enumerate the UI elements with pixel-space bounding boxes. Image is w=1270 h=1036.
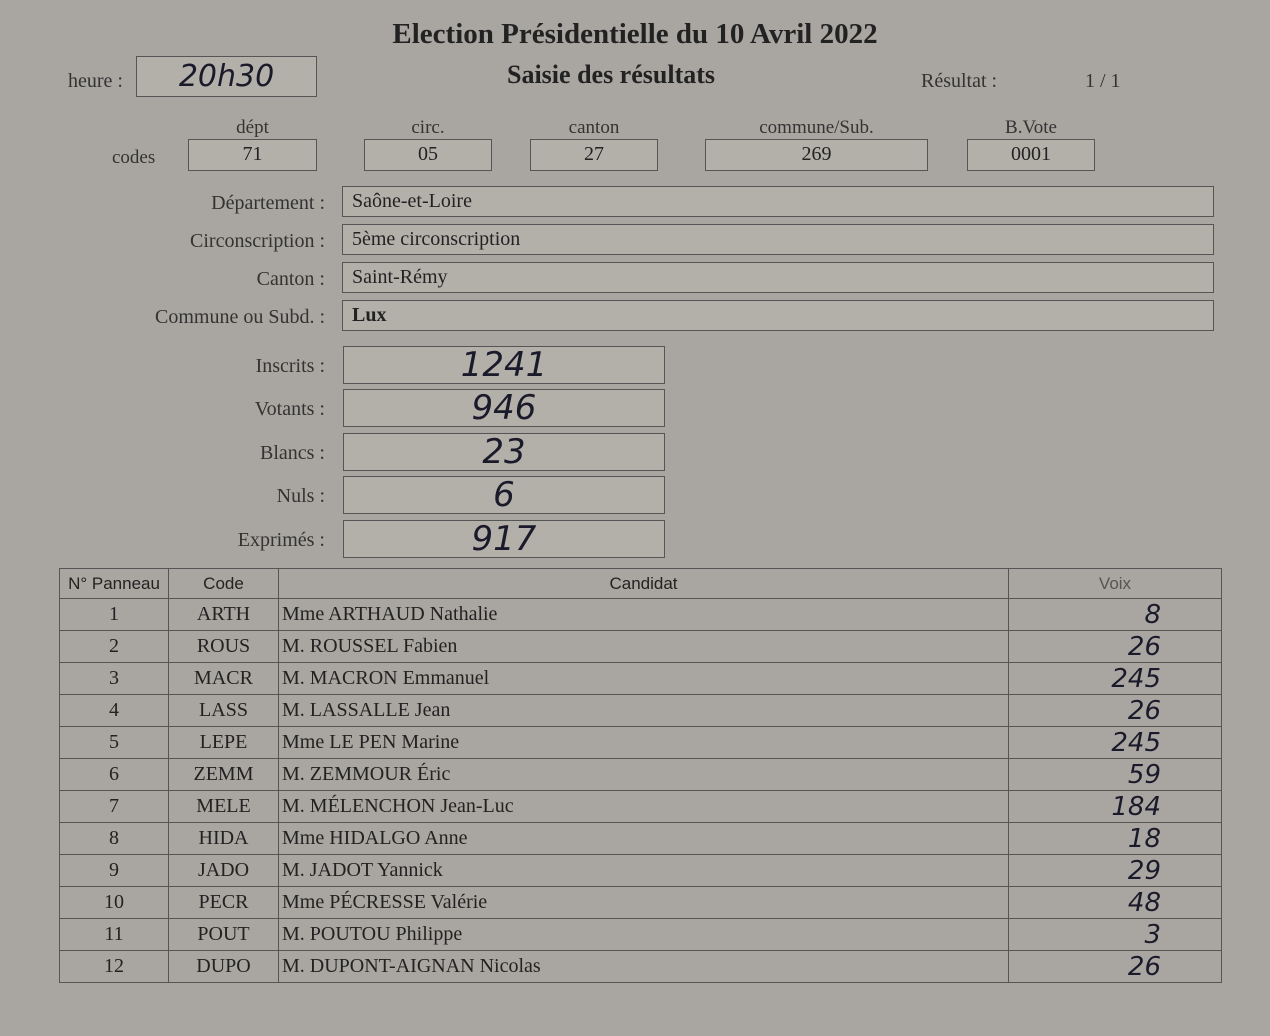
votes-field[interactable]: 18: [1009, 823, 1222, 855]
table-row: [60, 887, 1222, 919]
table-row: [60, 855, 1222, 887]
candidate-code: MELE: [169, 791, 279, 823]
circonscription-field[interactable]: 5ème circonscription: [342, 224, 1214, 255]
table-row: [60, 919, 1222, 951]
blancs-label: Blancs :: [260, 442, 325, 464]
table-row: [60, 791, 1222, 823]
table-row: [60, 631, 1222, 663]
panneau-number: 5: [60, 727, 169, 759]
panneau-number: 2: [60, 631, 169, 663]
departement-label: Département :: [211, 192, 325, 214]
circ-code-header: circ.: [411, 117, 445, 138]
candidate-name: M. DUPONT-AIGNAN Nicolas: [279, 951, 1009, 983]
heure-field[interactable]: 20h30: [136, 56, 317, 97]
votes-field[interactable]: 245: [1009, 727, 1222, 759]
inscrits-label: Inscrits :: [255, 355, 325, 377]
candidate-code: LASS: [169, 695, 279, 727]
votes-field[interactable]: 26: [1009, 951, 1222, 983]
panneau-column-header: N° Panneau: [60, 569, 169, 599]
candidate-code: MACR: [169, 663, 279, 695]
commune-code-header: commune/Sub.: [759, 117, 874, 138]
table-row: [60, 663, 1222, 695]
nuls-label: Nuls :: [276, 485, 325, 507]
votes-field[interactable]: 245: [1009, 663, 1222, 695]
votes-field[interactable]: 48: [1009, 887, 1222, 919]
candidate-name: M. ROUSSEL Fabien: [279, 631, 1009, 663]
canton-code-header: canton: [568, 117, 620, 138]
votes-field[interactable]: 29: [1009, 855, 1222, 887]
table-row: [60, 695, 1222, 727]
results-table: [59, 568, 1222, 983]
panneau-number: 3: [60, 663, 169, 695]
candidate-name: Mme PÉCRESSE Valérie: [279, 887, 1009, 919]
candidate-code: DUPO: [169, 951, 279, 983]
canton-field[interactable]: Saint-Rémy: [342, 262, 1214, 293]
panneau-number: 7: [60, 791, 169, 823]
votes-field[interactable]: 26: [1009, 631, 1222, 663]
departement-field[interactable]: Saône-et-Loire: [342, 186, 1214, 217]
table-header-row: [60, 569, 1222, 599]
candidate-code: LEPE: [169, 727, 279, 759]
table-row: [60, 759, 1222, 791]
candidate-name: M. POUTOU Philippe: [279, 919, 1009, 951]
nuls-field[interactable]: 6: [343, 476, 665, 514]
inscrits-field[interactable]: 1241: [343, 346, 665, 384]
table-row: [60, 599, 1222, 631]
commune-field[interactable]: Lux: [342, 300, 1214, 331]
panneau-number: 1: [60, 599, 169, 631]
panneau-number: 6: [60, 759, 169, 791]
candidat-column-header: Candidat: [279, 569, 1009, 599]
panneau-number: 8: [60, 823, 169, 855]
candidate-name: M. ZEMMOUR Éric: [279, 759, 1009, 791]
table-row: [60, 727, 1222, 759]
panneau-number: 12: [60, 951, 169, 983]
votes-field[interactable]: 184: [1009, 791, 1222, 823]
canton-label: Canton :: [256, 268, 325, 290]
panneau-number: 10: [60, 887, 169, 919]
canton-code-field[interactable]: 27: [530, 139, 658, 171]
bvote-code-header: B.Vote: [1005, 117, 1057, 138]
votants-label: Votants :: [254, 398, 325, 420]
dept-code-field[interactable]: 71: [188, 139, 317, 171]
panneau-number: 4: [60, 695, 169, 727]
dept-code-header: dépt: [236, 117, 269, 138]
code-column-header: Code: [169, 569, 279, 599]
votes-field[interactable]: 8: [1009, 599, 1222, 631]
codes-label: codes: [112, 147, 156, 168]
bvote-code-field[interactable]: 0001: [967, 139, 1095, 171]
circonscription-label: Circonscription :: [190, 230, 325, 252]
votants-field[interactable]: 946: [343, 389, 665, 427]
form-subtitle: Saisie des résultats: [507, 60, 715, 89]
candidate-code: ZEMM: [169, 759, 279, 791]
candidate-name: M. MACRON Emmanuel: [279, 663, 1009, 695]
candidate-code: POUT: [169, 919, 279, 951]
commune-label: Commune ou Subd. :: [154, 306, 325, 328]
candidate-code: JADO: [169, 855, 279, 887]
panneau-number: 9: [60, 855, 169, 887]
candidate-name: M. MÉLENCHON Jean-Luc: [279, 791, 1009, 823]
votes-field[interactable]: 3: [1009, 919, 1222, 951]
heure-label: heure :: [68, 70, 123, 92]
form-title: Election Présidentielle du 10 Avril 2022: [392, 18, 878, 50]
table-row: [60, 951, 1222, 983]
commune-code-field[interactable]: 269: [705, 139, 928, 171]
resultat-label: Résultat :: [921, 70, 998, 92]
votes-field[interactable]: 59: [1009, 759, 1222, 791]
panneau-number: 11: [60, 919, 169, 951]
candidate-name: Mme HIDALGO Anne: [279, 823, 1009, 855]
resultat-value: 1 / 1: [1085, 70, 1121, 92]
table-row: [60, 823, 1222, 855]
candidate-name: M. LASSALLE Jean: [279, 695, 1009, 727]
candidate-code: HIDA: [169, 823, 279, 855]
blancs-field[interactable]: 23: [343, 433, 665, 471]
exprimes-label: Exprimés :: [237, 529, 325, 551]
voix-column-header: Voix: [1009, 569, 1222, 599]
candidate-name: M. JADOT Yannick: [279, 855, 1009, 887]
votes-field[interactable]: 26: [1009, 695, 1222, 727]
circ-code-field[interactable]: 05: [364, 139, 492, 171]
candidate-name: Mme LE PEN Marine: [279, 727, 1009, 759]
candidate-code: ARTH: [169, 599, 279, 631]
candidate-name: Mme ARTHAUD Nathalie: [279, 599, 1009, 631]
candidate-code: PECR: [169, 887, 279, 919]
exprimes-field[interactable]: 917: [343, 520, 665, 558]
candidate-code: ROUS: [169, 631, 279, 663]
